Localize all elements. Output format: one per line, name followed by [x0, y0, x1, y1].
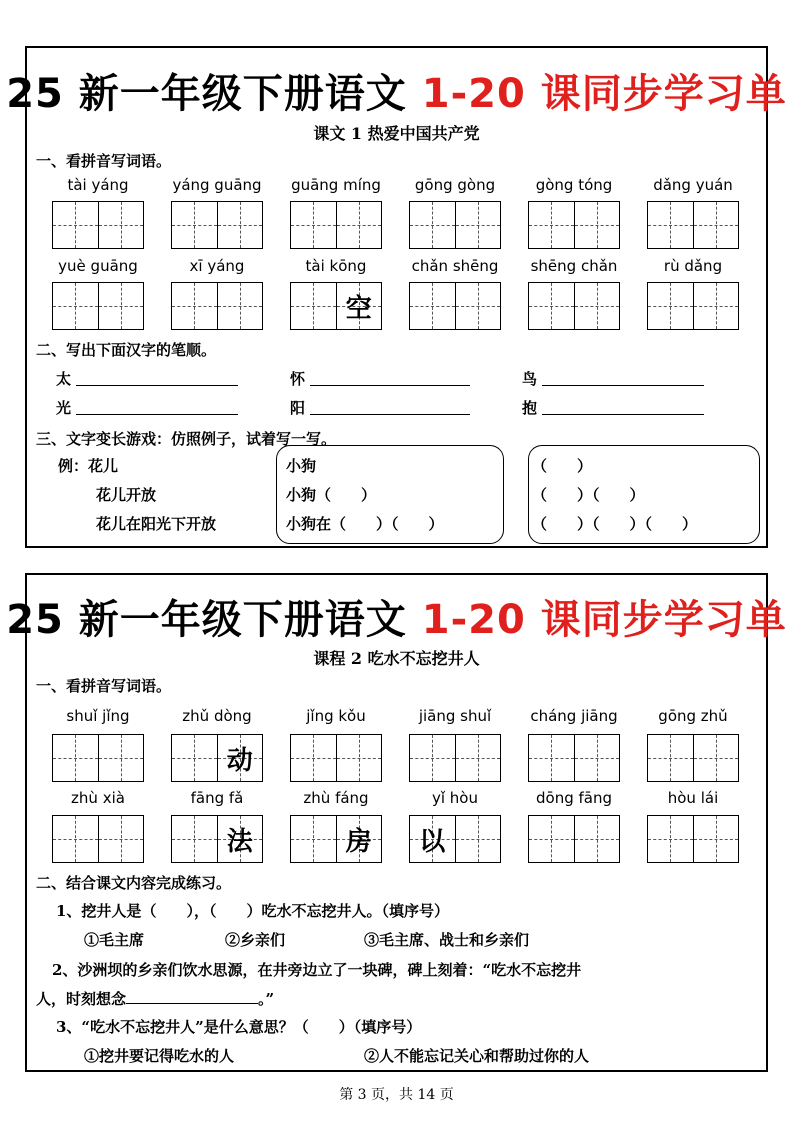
tianzige-box[interactable]	[52, 282, 144, 330]
question-2-line-2: 人，时刻想念 。”	[36, 990, 275, 1008]
pinyin-label: yuè guāng	[58, 257, 138, 275]
tianzige-box[interactable]	[290, 734, 382, 782]
tianzige-box[interactable]	[290, 201, 382, 249]
example-line: 花儿在阳光下开放	[96, 515, 217, 533]
pinyin-label: shēng chǎn	[530, 257, 618, 275]
tianzige-box[interactable]	[52, 815, 144, 863]
tianzige-box[interactable]	[647, 815, 739, 863]
lesson-2-section-1-heading: 一、看拼音写词语。	[36, 677, 172, 695]
pinyin-label: rù dǎng	[663, 257, 723, 275]
tianzige-box[interactable]	[171, 282, 263, 330]
stroke-char: 抱	[522, 399, 538, 417]
pinyin-label: hòu lái	[667, 789, 719, 807]
pinyin-label: dōng fāng	[536, 789, 612, 807]
tianzige-box[interactable]	[647, 282, 739, 330]
stroke-char: 鸟	[522, 370, 538, 388]
answer-line[interactable]	[542, 385, 704, 386]
tianzige-box[interactable]	[171, 201, 263, 249]
question-1: 1、挖井人是（ ），（ ）吃水不忘挖井人。（填序号）	[56, 902, 449, 920]
fill-line[interactable]: （ ）	[532, 457, 593, 475]
pinyin-label: shuǐ jǐng	[66, 707, 130, 725]
tianzige-box[interactable]: 房	[290, 815, 382, 863]
fill-line[interactable]: 小狗（ ）	[286, 486, 377, 504]
stroke-char: 怀	[290, 370, 306, 388]
tianzige-box[interactable]	[409, 201, 501, 249]
question-3: 3、“吃水不忘挖井人”是什么意思？（ ）（填序号）	[56, 1018, 422, 1036]
answer-line[interactable]	[76, 385, 238, 386]
pinyin-label: jǐng kǒu	[306, 707, 366, 725]
worksheet-title: 25 新一年级下册语文 1-20 课同步学习单	[6, 71, 787, 117]
pinyin-label: tài kōng	[305, 257, 367, 275]
tianzige-box[interactable]	[409, 734, 501, 782]
lesson-1-subtitle: 课文 1 热爱中国共产党	[313, 124, 480, 143]
lesson-2-section-2-heading: 二、结合课文内容完成练习。	[36, 874, 232, 892]
answer-line[interactable]	[76, 414, 238, 415]
tianzige-box[interactable]: 空	[290, 282, 382, 330]
pinyin-label: tài yáng	[67, 176, 129, 194]
tianzige-box[interactable]	[528, 282, 620, 330]
example-line: 花儿开放	[96, 486, 157, 504]
pinyin-label: guāng míng	[291, 176, 381, 194]
tianzige-box[interactable]	[647, 201, 739, 249]
tianzige-box[interactable]	[528, 201, 620, 249]
pinyin-label: yáng guāng	[172, 176, 262, 194]
pinyin-label: zhǔ dòng	[182, 707, 252, 725]
question-2-line-1: 2、沙洲坝的乡亲们饮水思源，在井旁边立了一块碑，碑上刻着：“吃水不忘挖井	[52, 961, 582, 979]
answer-line[interactable]	[542, 414, 704, 415]
answer-blank[interactable]	[126, 988, 258, 1004]
pinyin-label: gōng zhǔ	[658, 707, 728, 725]
question-1-option: ①毛主席	[84, 931, 145, 949]
pinyin-label: gōng gòng	[414, 176, 496, 194]
answer-line[interactable]	[310, 385, 470, 386]
question-1-option: ②乡亲们	[225, 931, 286, 949]
example-line: 例：花儿	[58, 457, 119, 475]
stroke-char: 太	[56, 370, 72, 388]
pinyin-label: zhù fáng	[303, 789, 369, 807]
worksheet-title: 25 新一年级下册语文 1-20 课同步学习单	[6, 597, 787, 643]
stroke-char: 阳	[290, 399, 306, 417]
pinyin-label: yǐ hòu	[431, 789, 478, 807]
question-3-option: ①挖井要记得吃水的人	[84, 1047, 235, 1065]
tianzige-box[interactable]: 以	[409, 815, 501, 863]
pinyin-label: jiāng shuǐ	[418, 707, 492, 725]
pinyin-label: xī yáng	[189, 257, 245, 275]
pinyin-label: zhù xià	[71, 789, 125, 807]
lesson-1-section-2-heading: 二、写出下面汉字的笔顺。	[36, 341, 217, 359]
pinyin-label: gòng tóng	[535, 176, 613, 194]
pinyin-label: chǎn shēng	[411, 257, 499, 275]
fill-line[interactable]: （ ）（ ）（ ）	[532, 515, 698, 533]
fill-line[interactable]: （ ）（ ）	[532, 486, 645, 504]
pinyin-label: dǎng yuán	[653, 176, 733, 194]
pinyin-label: cháng jiāng	[530, 707, 618, 725]
lesson-1-section-3-heading: 三、文字变长游戏：仿照例子，试着写一写。	[36, 430, 337, 448]
page-footer: 第 3 页，共 14 页	[339, 1087, 454, 1103]
question-1-option: ③毛主席、战士和乡亲们	[364, 931, 530, 949]
tianzige-box[interactable]	[528, 734, 620, 782]
stroke-char: 光	[56, 399, 72, 417]
lesson-1-section-1-heading: 一、看拼音写词语。	[36, 152, 172, 170]
tianzige-box[interactable]: 动	[171, 734, 263, 782]
answer-line[interactable]	[310, 414, 470, 415]
tianzige-box[interactable]	[528, 815, 620, 863]
pinyin-label: fāng fǎ	[190, 789, 244, 807]
lesson-2-subtitle: 课程 2 吃水不忘挖井人	[313, 649, 480, 668]
tianzige-box[interactable]	[409, 282, 501, 330]
tianzige-box[interactable]	[52, 201, 144, 249]
fill-line[interactable]: 小狗在（ ）（ ）	[286, 515, 444, 533]
question-3-option: ②人不能忘记关心和帮助过你的人	[364, 1047, 590, 1065]
fill-line[interactable]: 小狗	[286, 457, 317, 475]
tianzige-box[interactable]	[52, 734, 144, 782]
tianzige-box[interactable]	[647, 734, 739, 782]
tianzige-box[interactable]: 法	[171, 815, 263, 863]
